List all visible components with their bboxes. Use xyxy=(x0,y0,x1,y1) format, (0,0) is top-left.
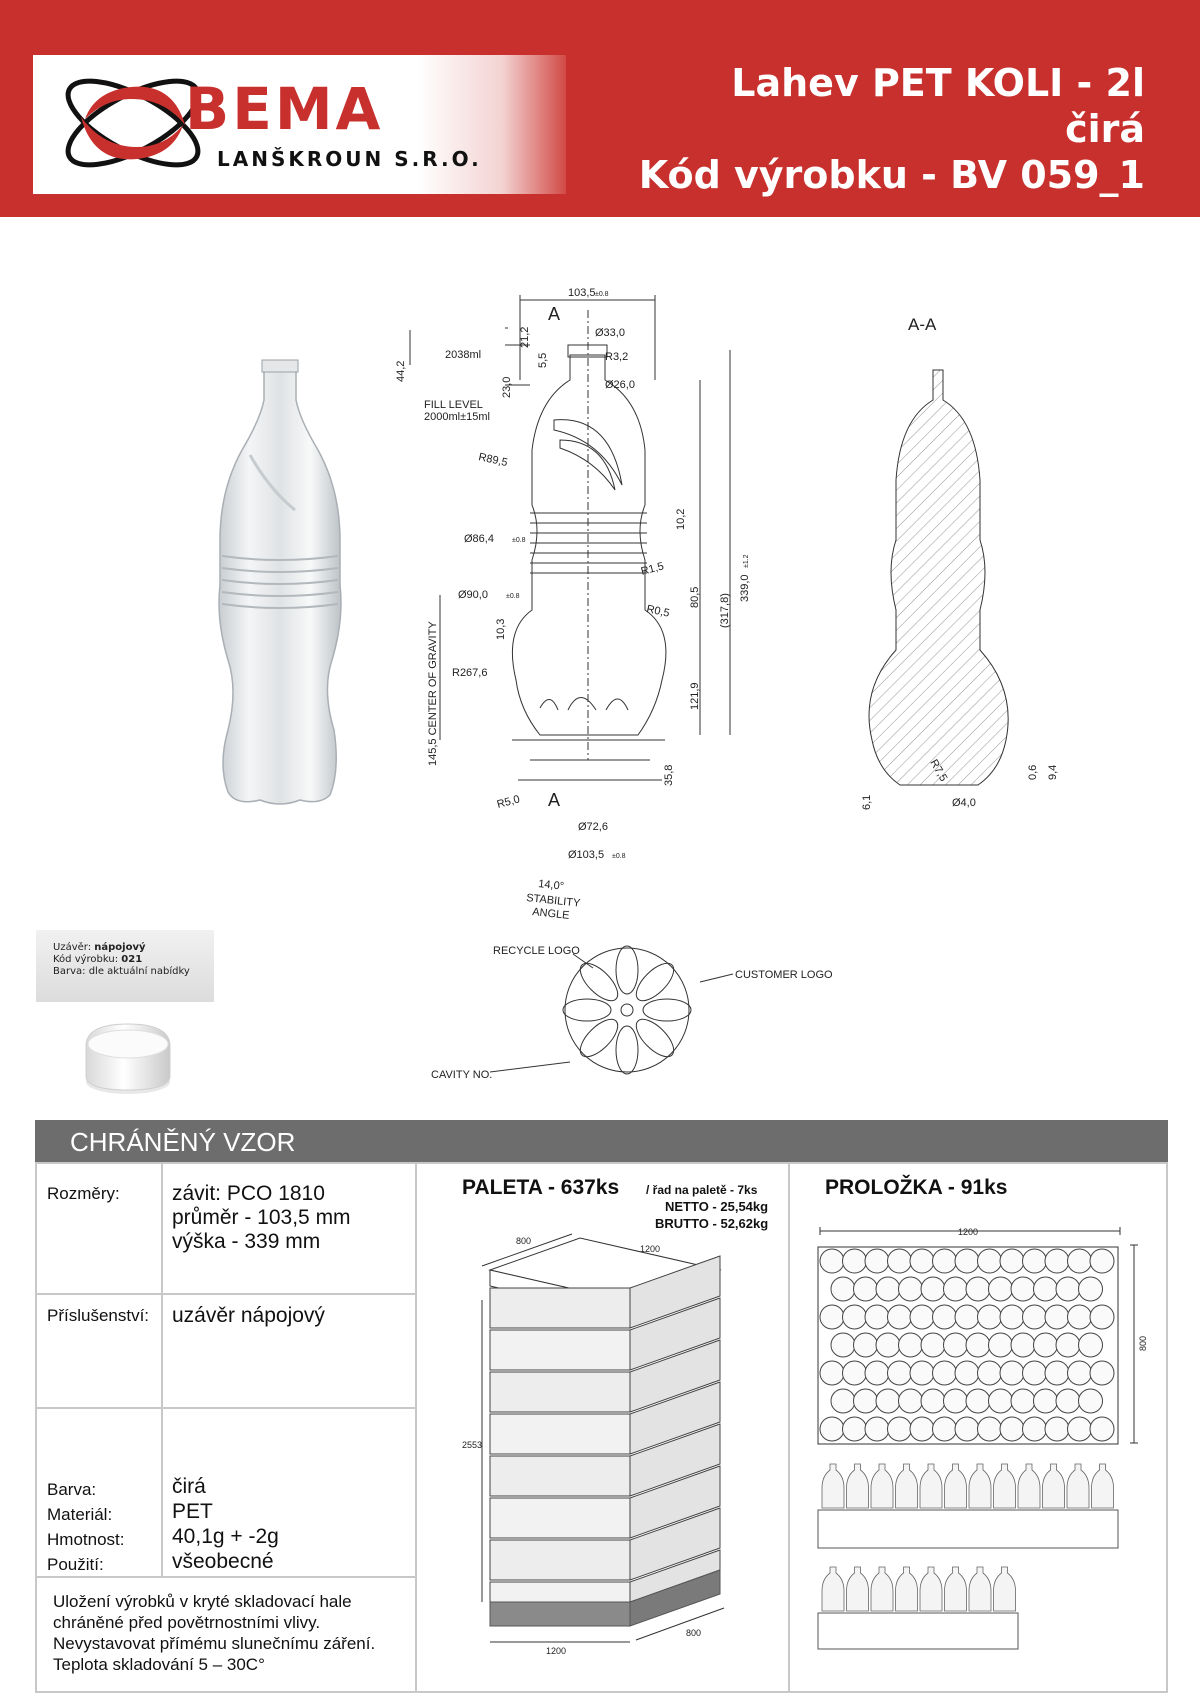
layer-bottle-circle xyxy=(854,1333,878,1357)
layer-bottle-circle xyxy=(921,1389,945,1413)
spec-divider xyxy=(161,1162,163,1578)
side-bottle-icon xyxy=(920,1464,942,1508)
weight-label: Hmotnost: xyxy=(47,1530,125,1549)
layer-bottle-circle xyxy=(820,1305,844,1329)
storage-line-1: Uložení výrobků v kryté skladovací hale xyxy=(53,1592,352,1611)
dim-9-4: 9,4 xyxy=(1047,764,1059,780)
bottle-photo xyxy=(200,360,360,820)
layer-bottle-circle xyxy=(933,1417,957,1441)
accessories-label: Příslušenství: xyxy=(47,1306,150,1325)
dimensions-values xyxy=(172,1182,351,1254)
cap-color-label: Barva: xyxy=(53,966,86,977)
layer-bottle-circle xyxy=(978,1305,1002,1329)
material-value: PET xyxy=(172,1500,213,1523)
pallet-title: PALETA - 637ks xyxy=(462,1176,620,1199)
layer-bottle-circle xyxy=(1056,1389,1080,1413)
dim-r267-6: R267,6 xyxy=(452,667,488,679)
cap-code-value: 021 xyxy=(121,954,143,965)
layer-bottle-circle xyxy=(955,1417,979,1441)
dim-23-0: 23,0 xyxy=(501,376,513,398)
dim-5-5: 5,5 xyxy=(537,352,549,368)
layer-bottle-circle xyxy=(865,1305,889,1329)
pallet-drawing xyxy=(460,1230,760,1670)
side-bottle-icon xyxy=(945,1464,967,1508)
layer-bottle-circle xyxy=(989,1333,1013,1357)
layer-bottle-circle xyxy=(1011,1389,1035,1413)
layer-bottle-circle xyxy=(910,1305,934,1329)
stability-label-2: ANGLE xyxy=(531,906,571,922)
section-mark-top: A xyxy=(548,304,561,324)
tol-d103: ±0.8 xyxy=(612,853,626,860)
protected-design-title: CHRÁNĚNÝ VZOR xyxy=(70,1127,296,1157)
side-bottle-icon xyxy=(994,1567,1016,1611)
tol-d90: ±0.8 xyxy=(506,593,520,600)
storage-line-3: Nevystavovat přímému slunečnímu záření. xyxy=(53,1634,376,1653)
pallet-dim-800-top: 800 xyxy=(516,1236,532,1246)
side-bottle-icon xyxy=(847,1567,869,1611)
layer-bottle-circle xyxy=(978,1249,1002,1273)
dim-21-2: 21,2 xyxy=(519,326,531,348)
layer-bottle-circle xyxy=(944,1277,968,1301)
layer-bottle-circle xyxy=(955,1249,979,1273)
dim-121-9: 121,9 xyxy=(689,682,701,710)
dim-width-top: 103,5 xyxy=(568,287,596,299)
tol-d86: ±0.8 xyxy=(512,537,526,544)
layer-bottle-circle xyxy=(1045,1249,1069,1273)
layer-bottle-circle xyxy=(921,1333,945,1357)
layer-drawing xyxy=(810,1225,1150,1675)
dim-d90: Ø90,0 xyxy=(458,589,488,601)
layer-bottle-circle xyxy=(820,1249,844,1273)
layer-bottle-circle xyxy=(1045,1361,1069,1385)
layer-bottle-circle xyxy=(910,1361,934,1385)
dim-317-8: (317,8) xyxy=(719,593,731,628)
company-name: BEMA xyxy=(185,75,384,143)
layer-bottle-circle xyxy=(831,1277,855,1301)
layer-bottle-circle xyxy=(854,1389,878,1413)
layer-bottle-circle xyxy=(1000,1305,1024,1329)
layer-bottle-circle xyxy=(1068,1249,1092,1273)
title-line-2: čirá xyxy=(1065,107,1145,151)
section-title: A-A xyxy=(908,315,937,334)
title-line-1: Lahev PET KOLI - 2l xyxy=(731,61,1145,105)
layer-bottle-circle xyxy=(899,1277,923,1301)
layer-bottle-circle xyxy=(933,1305,957,1329)
layer-bottle-circle xyxy=(1034,1333,1058,1357)
layer-bottle-circle xyxy=(944,1333,968,1357)
stability-label-1: STABILITY xyxy=(525,892,581,910)
layer-bottle-circle xyxy=(865,1249,889,1273)
cap-image xyxy=(78,1020,178,1100)
layer-bottle-circle xyxy=(1090,1361,1114,1385)
cap-type-label: Uzávěr: xyxy=(53,942,92,953)
side-bottle-icon xyxy=(1092,1464,1114,1508)
properties-labels xyxy=(47,1477,124,1577)
cap-info-tag xyxy=(36,930,214,1002)
layer-bottle-circle xyxy=(865,1417,889,1441)
dim-339: 339,0 xyxy=(739,574,751,602)
dim-r5-0: R5,0 xyxy=(495,793,522,811)
layer-bottle-circle xyxy=(1034,1389,1058,1413)
layer-bottle-circle xyxy=(1034,1277,1058,1301)
layer-bottle-circle xyxy=(1056,1277,1080,1301)
layer-bottle-circle xyxy=(888,1361,912,1385)
layer-bottle-circle xyxy=(1000,1361,1024,1385)
side-bottle-icon xyxy=(945,1567,967,1611)
layer-bottle-circle xyxy=(843,1249,867,1273)
dim-d72-6: Ø72,6 xyxy=(578,821,608,833)
usage-label: Použití: xyxy=(47,1555,104,1574)
storage-line-2: chráněné před povětrnostními vlivy. xyxy=(53,1613,321,1632)
layer-bottle-circle xyxy=(1068,1361,1092,1385)
logo-panel xyxy=(33,55,566,194)
layer-bottle-circle xyxy=(876,1333,900,1357)
side-bottle-icon xyxy=(969,1567,991,1611)
stability-value: 14,0° xyxy=(537,878,565,893)
dim-80-5: 80,5 xyxy=(689,586,701,608)
layer-bottle-circle xyxy=(876,1389,900,1413)
layer-bottle-circle xyxy=(888,1305,912,1329)
layer-bottle-circle xyxy=(831,1333,855,1357)
layer-bottle-circle xyxy=(1056,1333,1080,1357)
layer-bottle-circle xyxy=(966,1333,990,1357)
layer-bottle-circle xyxy=(955,1361,979,1385)
layer-bottle-circle xyxy=(1023,1305,1047,1329)
layer-bottle-circle xyxy=(978,1417,1002,1441)
pallet-netto: NETTO - 25,54kg xyxy=(665,1199,769,1214)
storage-instructions xyxy=(36,1583,414,1691)
cavity-no-label: CAVITY NO. xyxy=(431,1069,493,1081)
dim-r32: R3,2 xyxy=(605,351,629,363)
layer-bottle-circle xyxy=(1000,1249,1024,1273)
layer-bottle-circle xyxy=(966,1389,990,1413)
cap-code-label: Kód výrobku: xyxy=(53,954,119,965)
layer-bottle-circle xyxy=(888,1249,912,1273)
layer-bottle-circle xyxy=(843,1417,867,1441)
layer-bottle-circle xyxy=(966,1277,990,1301)
pallet-dim-2553: 2553 xyxy=(462,1440,483,1450)
storage-line-4: Teplota skladování 5 – 30C° xyxy=(53,1655,265,1674)
pallet-dim-800-bottom: 800 xyxy=(686,1628,702,1638)
layer-bottle-circle xyxy=(1023,1249,1047,1273)
layer-bottle-circle xyxy=(876,1277,900,1301)
diameter-value: průměr - 103,5 mm xyxy=(172,1206,351,1229)
layer-bottle-circle xyxy=(854,1277,878,1301)
dim-r89-5: R89,5 xyxy=(477,451,509,470)
thread-value: závit: PCO 1810 xyxy=(172,1182,325,1205)
dim-r0-5: R0,5 xyxy=(645,603,671,620)
side-bottle-icon xyxy=(1043,1464,1065,1508)
layer-bottle-circle xyxy=(820,1417,844,1441)
layer-bottle-circle xyxy=(933,1249,957,1273)
side-bottle-icon xyxy=(847,1464,869,1508)
layer-bottle-circle xyxy=(1023,1361,1047,1385)
pallet-dim-1200-bottom: 1200 xyxy=(546,1646,567,1656)
layer-title: PROLOŽKA - 91ks xyxy=(825,1176,1008,1199)
cap-color-value: dle aktuální nabídky xyxy=(88,966,190,977)
side-bottle-icon xyxy=(822,1464,844,1508)
layer-bottle-circle xyxy=(910,1417,934,1441)
fill-level-value: 2000ml±15ml xyxy=(424,411,490,423)
side-bottle-icon xyxy=(822,1567,844,1611)
technical-drawing xyxy=(395,287,810,930)
dim-d4-0: Ø4,0 xyxy=(952,797,976,809)
volume-label: 2038ml xyxy=(445,349,482,361)
layer-bottle-circle xyxy=(888,1417,912,1441)
dim-35-8: 35,8 xyxy=(663,764,675,786)
recycle-logo-label: RECYCLE LOGO xyxy=(493,945,580,957)
layer-bottle-circle xyxy=(1090,1249,1114,1273)
layer-bottle-circle xyxy=(1090,1417,1114,1441)
layer-bottle-circle xyxy=(899,1389,923,1413)
layer-bottle-circle xyxy=(865,1361,889,1385)
layer-bottle-circle xyxy=(933,1361,957,1385)
dim-6-1: 6,1 xyxy=(861,794,873,810)
usage-value: všeobecné xyxy=(172,1550,274,1573)
side-bottle-icon xyxy=(1018,1464,1040,1508)
pallet-dim-1200-top: 1200 xyxy=(640,1244,661,1254)
layer-bottle-circle xyxy=(1023,1417,1047,1441)
layer-bottle-circle xyxy=(989,1389,1013,1413)
layer-bottle-circle xyxy=(1045,1417,1069,1441)
dim-d33: Ø33,0 xyxy=(595,327,625,339)
layer-dim-800: 800 xyxy=(1138,1335,1148,1351)
dim-d103-5: Ø103,5 xyxy=(568,849,605,861)
company-subtitle: LANŠKROUN S.R.O. xyxy=(217,147,482,171)
height-value: výška - 339 mm xyxy=(172,1230,321,1253)
cap-type-value: nápojový xyxy=(94,942,146,953)
layer-bottle-circle xyxy=(843,1305,867,1329)
accessories-value: uzávěr nápojový xyxy=(172,1304,325,1327)
layer-bottle-circle xyxy=(910,1249,934,1273)
dim-44-2: 44,2 xyxy=(395,360,407,382)
layer-bottle-circle xyxy=(921,1277,945,1301)
properties-values xyxy=(172,1474,279,1574)
dim-r7-5: R7,5 xyxy=(927,757,950,784)
layer-bottle-circle xyxy=(820,1361,844,1385)
section-mark-bottom: A xyxy=(548,790,561,810)
material-label: Materiál: xyxy=(47,1505,113,1524)
layer-bottle-circle xyxy=(1045,1305,1069,1329)
dim-10-3: 10,3 xyxy=(495,618,507,640)
bottom-view xyxy=(425,930,845,1095)
layer-bottle-circle xyxy=(944,1389,968,1413)
fill-level-label: FILL LEVEL xyxy=(424,399,483,411)
side-bottle-icon xyxy=(1067,1464,1089,1508)
title-line-3: Kód výrobku - BV 059_1 xyxy=(638,153,1145,197)
tol-width: ±0.8 xyxy=(595,291,609,298)
color-value: čirá xyxy=(172,1475,206,1498)
pallet-brutto: BRUTTO - 52,62kg xyxy=(655,1216,769,1231)
dim-r1-5: R1,5 xyxy=(639,560,666,578)
layer-bottle-circle xyxy=(899,1333,923,1357)
side-bottle-icon xyxy=(896,1464,918,1508)
color-label: Barva: xyxy=(47,1480,97,1499)
layer-bottle-circle xyxy=(831,1389,855,1413)
side-bottle-icon xyxy=(920,1567,942,1611)
layer-bottle-circle xyxy=(978,1361,1002,1385)
product-title xyxy=(639,60,1145,198)
layer-bottle-circle xyxy=(1079,1389,1103,1413)
side-bottle-icon xyxy=(896,1567,918,1611)
layer-bottle-circle xyxy=(1011,1277,1035,1301)
pallet-per-layer: / řad na paletě - 7ks xyxy=(646,1183,758,1197)
layer-bottle-circle xyxy=(1090,1305,1114,1329)
layer-bottle-circle xyxy=(1068,1417,1092,1441)
section-view xyxy=(860,310,1080,830)
layer-bottle-circle xyxy=(1079,1277,1103,1301)
dim-d26: Ø26,0 xyxy=(605,379,635,391)
layer-bottle-circle xyxy=(955,1305,979,1329)
layer-bottle-circle xyxy=(989,1277,1013,1301)
side-bottle-icon xyxy=(994,1464,1016,1508)
layer-bottle-circle xyxy=(1079,1333,1103,1357)
layer-bottle-circle xyxy=(1000,1417,1024,1441)
side-bottle-icon xyxy=(871,1567,893,1611)
dimensions-label: Rozměry: xyxy=(47,1184,120,1203)
dim-d86-4: Ø86,4 xyxy=(464,533,494,545)
customer-logo-label: CUSTOMER LOGO xyxy=(735,969,833,981)
dim-10-2: 10,2 xyxy=(675,508,687,530)
layer-dim-1200: 1200 xyxy=(958,1227,979,1237)
layer-bottle-circle xyxy=(1011,1333,1035,1357)
side-bottle-icon xyxy=(871,1464,893,1508)
dim-0-6: 0,6 xyxy=(1027,764,1039,780)
side-bottle-icon xyxy=(969,1464,991,1508)
tol-339: ±1.2 xyxy=(743,554,750,568)
layer-bottle-circle xyxy=(1068,1305,1092,1329)
weight-value: 40,1g + -2g xyxy=(172,1525,279,1548)
center-of-gravity: 145,5 CENTER OF GRAVITY xyxy=(427,621,439,766)
layer-bottle-circle xyxy=(843,1361,867,1385)
